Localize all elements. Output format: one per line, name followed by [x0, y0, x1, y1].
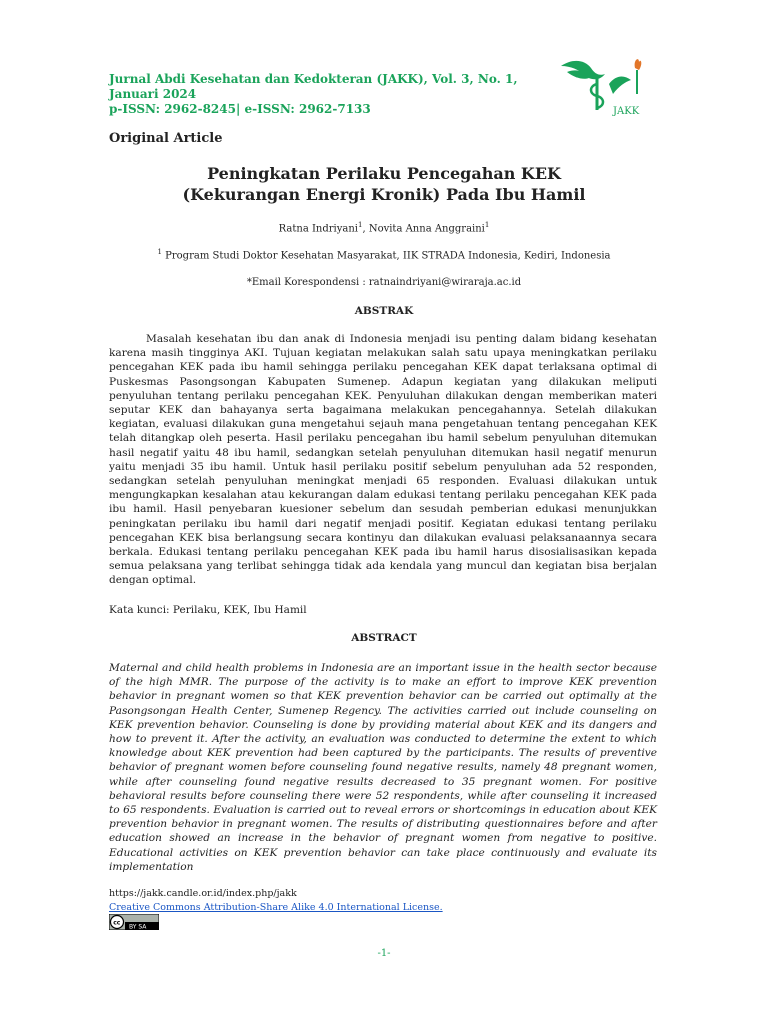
- author-list: [109, 221, 659, 234]
- abstract-heading: ABSTRACT: [351, 632, 417, 644]
- journal-header: [109, 72, 569, 117]
- abstrak-heading: ABSTRAK: [354, 305, 414, 317]
- page-number: -1-: [377, 948, 391, 959]
- cc-by-sa-badge: [109, 914, 159, 930]
- logo-text: JAKK: [613, 106, 640, 117]
- author-name: Ratna Indriyani: [278, 223, 358, 235]
- author-affiliation-mark: 1: [484, 221, 490, 229]
- author-separator: ,: [362, 223, 369, 235]
- paper-title: [109, 163, 659, 205]
- author-affiliation-mark: 1: [357, 221, 363, 229]
- abstrak-body: Masalah kesehatan ibu dan anak di Indonesia menjadi isu penting dalam bidang kesehatan karena masih tingginya AKI. Tujuan kegiatan melakukan salah satu upaya meningkatkan perilaku pencegahan KEK pada ibu hamil sehingga perilaku pencegahan KEK dapat terlaksana optimal di Puskesmas Pasongsongan Kabupaten Sumenep. Adapun kegiatan yang dilakukan meliputi penyuluhan tentang perilaku pencegahan KEK. Penyuluhan dilakukan dengan memberikan materi seputar KEK dan bahayanya serta bagaimana melakukan pencegahannya. Setelah dilakukan kegiatan, evaluasi dilakukan guna mengetahui sejauh mana pengetahuan tentang pencegahan KEK telah ditangkap oleh peserta. Hasil perilaku pencegahan ibu hamil sebelum penyuluhan ditemukan hasil negatif yaitu 48 ibu hamil, sedangkan setelah penyuluhan ditemukan hasil negatif menurun yaitu menjadi 35 ibu hamil. Untuk hasil perilaku positif sebelum penyuluhan ada 52 responden, sedangkan setelah penyuluhan meningkat menjadi 65 responden. Evaluasi dilakukan untuk mengungkapkan kesalahan atau kekurangan dalam edukasi tentang perilaku pencegahan KEK pada ibu hamil. Hasil penyebaran kuesioner sebelum dan sesudah pemberian edukasi menunjukkan peningkatan perilaku ibu hamil dari negatif menjadi positif. Kegiatan edukasi tentang perilaku pencegahan KEK bisa berlangsung secara kontinyu dan dilakukan evaluasi pelaksanaannya secara berkala. Edukasi tentang perilaku pencegahan KEK pada ibu hamil harus disosialisasikan kepada semua pelaksana yang terlibat sehingga tidak ada kendala yang muncul dan kegiatan bisa berjalan dengan optimal.: [109, 333, 657, 587]
- jakk-logo: [553, 54, 653, 120]
- affiliation-mark: 1: [157, 248, 162, 256]
- journal-citation-line: Jurnal Abdi Kesehatan dan Kedokteran (JAKK), Vol. 3, No. 1, Januari 2024: [109, 72, 518, 101]
- affiliation: [109, 248, 659, 261]
- article-type: Original Article: [109, 131, 223, 146]
- title-line-1: Peningkatan Perilaku Pencegahan KEK: [207, 164, 561, 183]
- affiliation-text: Program Studi Doktor Kesehatan Masyarakat, IIK STRADA Indonesia, Kediri, Indonesia: [165, 250, 611, 262]
- cc-badge-text: BY SA: [129, 923, 147, 930]
- author-name: Novita Anna Anggraini: [368, 223, 485, 235]
- keywords: Kata kunci: Perilaku, KEK, Ibu Hamil: [109, 604, 307, 616]
- issn-line: p-ISSN: 2962-8245| e-ISSN: 2962-7133: [109, 102, 371, 116]
- abstract-body: Maternal and child health problems in Indonesia are an important issue in the health sector because of the high MMR. The purpose of the activity is to make an effort to improve KEK prevention behavior in pregnant women so that KEK prevention behavior can be carried out optimally at the Pasongsongan Health Center, Sumenep Regency. The activities carried out include counseling on KEK prevention behavior. Counseling is done by providing material about KEK and its dangers and how to prevent it. After the activity, an evaluation was conducted to determine the extent to which knowledge about KEK prevention had been captured by the participants. The results of preventive behavior of pregnant women before counseling found negative results, namely 48 pregnant women, while after counseling found negative results decreased to 35 pregnant women. For positive behavioral results before counseling there were 52 respondents, while after counseling it increased to 65 respondents. Evaluation is carried out to reveal errors or shortcomings in education about KEK prevention behavior in pregnant women. The results of distributing questionnaires before and after education showed an increase in the behavior of pregnant women from negative to positive. Educational activities on KEK prevention behavior can take place continuously and evaluate its implementation: [109, 662, 657, 873]
- title-line-2: (Kekurangan Energi Kronik) Pada Ibu Hamil: [182, 185, 586, 204]
- correspondence-email: *Email Korespondensi : ratnaindriyani@wiraraja.ac.id: [246, 277, 522, 288]
- license-link[interactable]: Creative Commons Attribution-Share Alike 4.0 International License.: [109, 902, 443, 913]
- journal-url[interactable]: https://jakk.candle.or.id/index.php/jakk: [109, 888, 297, 899]
- svg-text:cc: cc: [113, 919, 121, 927]
